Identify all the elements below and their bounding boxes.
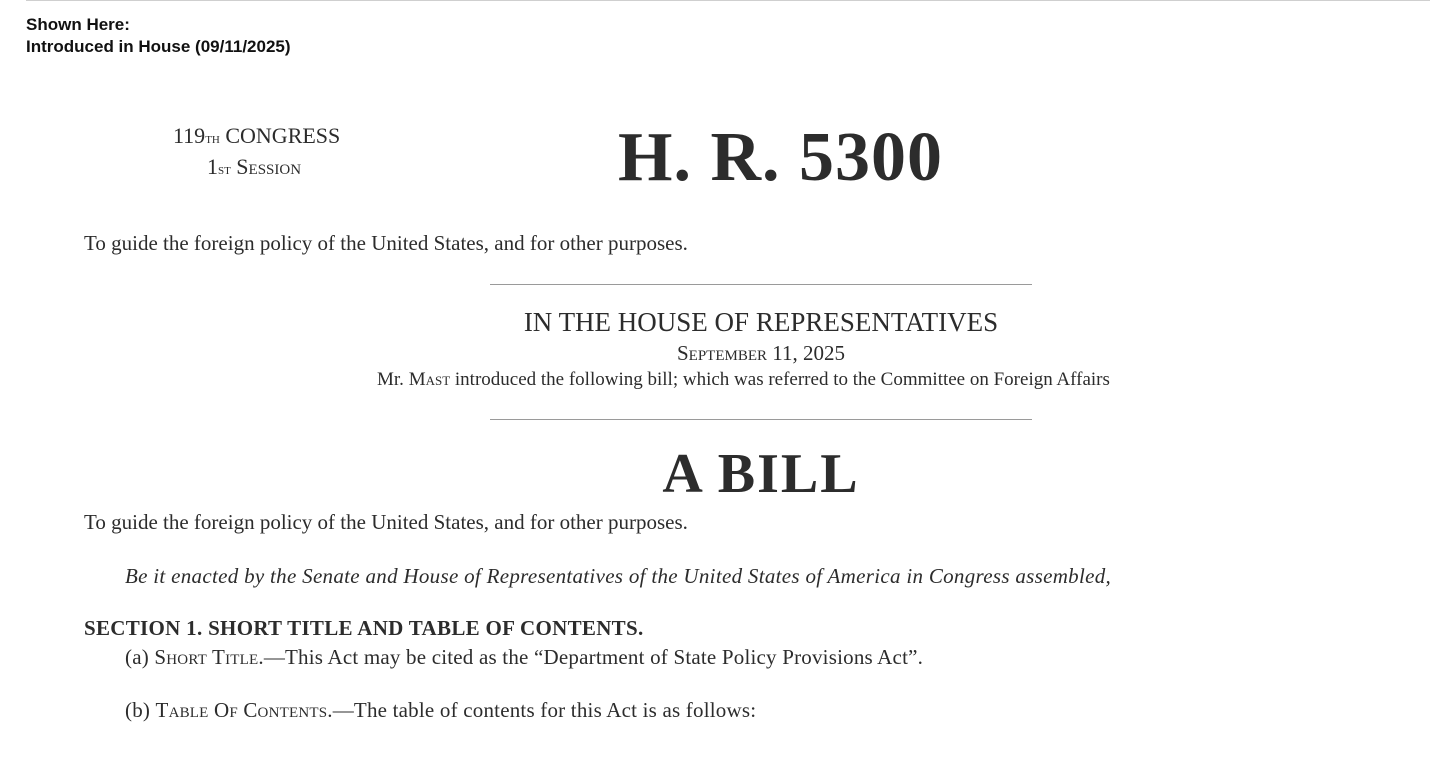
sponsor-name: Mast bbox=[408, 369, 451, 390]
chamber-heading: IN THE HOUSE OF REPRESENTATIVES bbox=[523, 307, 999, 337]
enacting-clause: Be it enacted by the Senate and House of Representatives of the United States of America in Congress assembled, bbox=[125, 564, 1112, 588]
session-suffix: st bbox=[217, 162, 231, 178]
bill-version: Introduced in House (09/11/2025) bbox=[26, 37, 291, 56]
bill-purpose-body: To guide the foreign policy of the United States, and for other purposes. bbox=[84, 510, 688, 534]
congress-word: CONGRESS bbox=[225, 123, 341, 148]
paragraph-short-title bbox=[125, 644, 923, 670]
paragraph-a-text: .—This Act may be cited as the “Department of State Policy Provisions Act”. bbox=[258, 645, 924, 669]
congress-suffix: th bbox=[205, 131, 220, 147]
paragraph-b-header: Table Of Contents bbox=[155, 698, 328, 722]
congress-session-block bbox=[173, 122, 341, 184]
bill-number: H. R. 5300 bbox=[618, 119, 943, 196]
divider-upper bbox=[490, 284, 1032, 285]
congress-number: 119 bbox=[173, 123, 206, 148]
paragraph-b-label: (b) bbox=[125, 698, 151, 722]
top-divider bbox=[26, 0, 1430, 1]
congress-line bbox=[173, 122, 341, 153]
paragraph-a-label: (a) bbox=[125, 645, 149, 669]
referral-text: introduced the following bill; which was referred to the Committee on Foreign Affairs bbox=[454, 369, 1110, 390]
paragraph-b-text: .—The table of contents for this Act is as follows: bbox=[327, 698, 757, 722]
shown-here-label: Shown Here: bbox=[26, 15, 130, 34]
paragraph-a-header: Short Title bbox=[154, 645, 259, 669]
version-info bbox=[26, 14, 291, 58]
introduction-date: September 11, 2025 bbox=[677, 341, 845, 365]
session-word: Session bbox=[236, 154, 302, 179]
sponsor-prefix: Mr. bbox=[377, 369, 404, 390]
section-heading: SECTION 1. SHORT TITLE AND TABLE OF CONTENTS. bbox=[84, 616, 644, 640]
session-number: 1 bbox=[206, 154, 218, 179]
introduction-statement bbox=[377, 368, 1110, 392]
divider-lower bbox=[490, 419, 1032, 420]
bill-title: A BILL bbox=[662, 443, 860, 505]
bill-purpose-header: To guide the foreign policy of the United States, and for other purposes. bbox=[84, 231, 688, 255]
paragraph-table-of-contents bbox=[125, 697, 756, 723]
session-line bbox=[173, 153, 335, 184]
